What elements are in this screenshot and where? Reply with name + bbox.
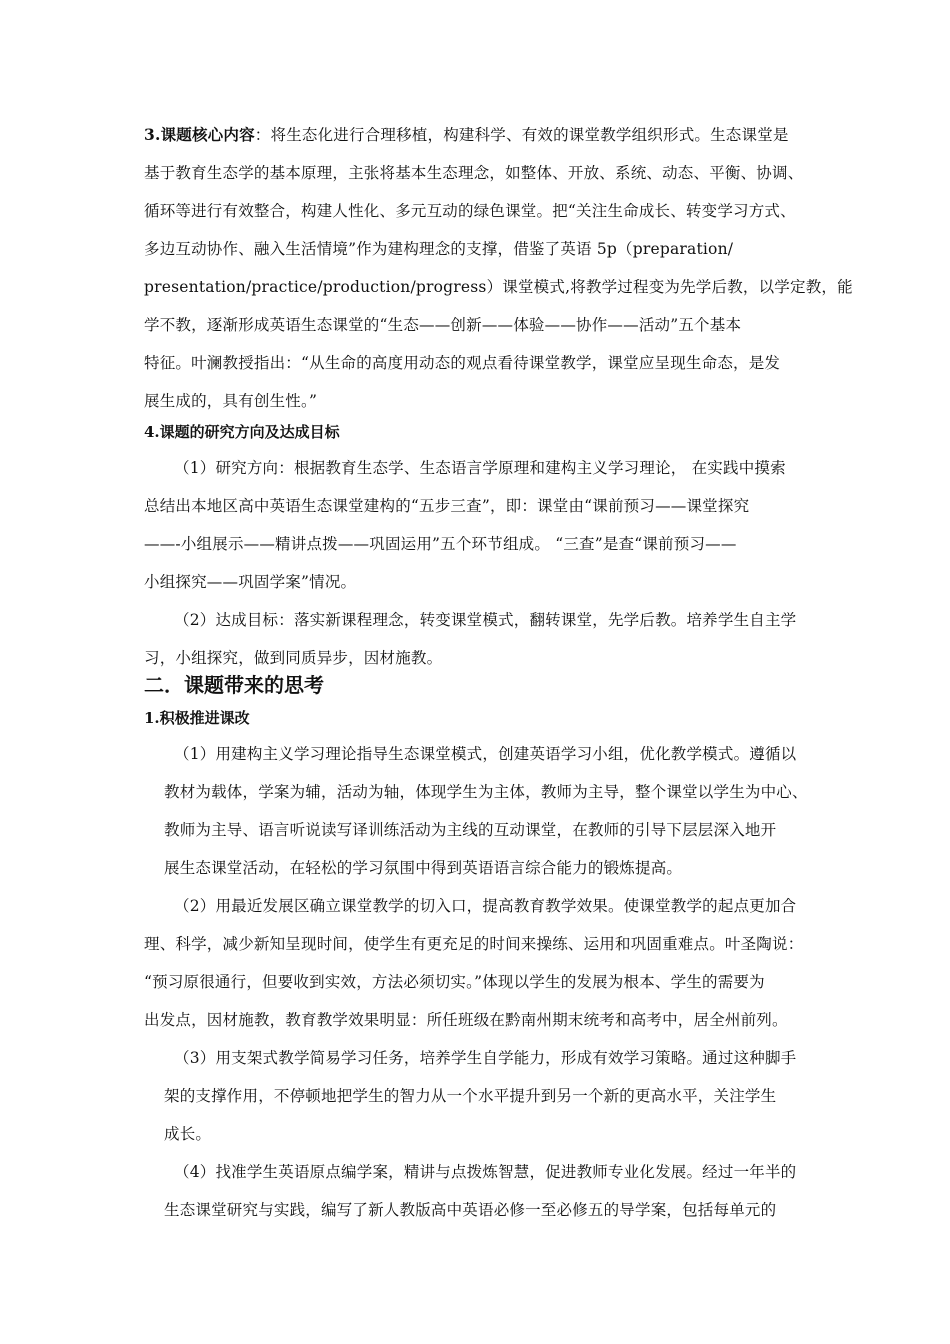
- paragraph-line: ——-小组展示——精讲点拨——巩固运用”五个环节组成。 “三查”是查“课前预习——: [144, 535, 737, 553]
- paragraph-line: 教材为载体，学案为辅，活动为轴，体现学生为主体，教师为主导，整个课堂以学生为中心、: [164, 783, 808, 801]
- paragraph-line: 特征。叶澜教授指出：“从生命的高度用动态的观点看待课堂教学，课堂应呈现生命态，是发: [144, 354, 781, 372]
- paragraph-line: 3.课题核心内容：将生态化进行合理移植，构建科学、有效的课堂教学组织形式。生态课堂是: [144, 125, 789, 144]
- section-label: 3.课题核心内容: [144, 125, 255, 144]
- paragraph-line: presentation/practice/production/progress）课堂模式,将教学过程变为先学后教，以学定教，能: [144, 278, 853, 296]
- subsection-heading: 1.积极推进课改: [144, 709, 250, 727]
- paragraph-line: “预习原很通行，但要收到实效，方法必须切实。”体现以学生的发展为根本、学生的需要为: [144, 973, 765, 991]
- paragraph-line: 架的支撑作用，不停顿地把学生的智力从一个水平提升到另一个新的更高水平，关注学生: [164, 1087, 777, 1105]
- paragraph-line: 出发点，因材施教，教育教学效果明显：所任班级在黔南州期末统考和高考中，居全州前列。: [144, 1011, 788, 1029]
- paragraph-line: （4）找准学生英语原点编学案，精讲与点拨炼智慧，促进教师专业化发展。经过一年半的: [174, 1163, 797, 1181]
- paragraph-line: （2）用最近发展区确立课堂教学的切入口，提高教育教学效果。使课堂教学的起点更加合: [174, 897, 797, 915]
- paragraph-line: 成长。: [164, 1125, 212, 1143]
- paragraph-line: 展生成的，具有创生性。”: [144, 392, 318, 410]
- paragraph-line: 学不教，逐渐形成英语生态课堂的“生态——创新——体验——协作——活动”五个基本: [144, 316, 742, 334]
- paragraph-line: 教师为主导、语言听说读写译训练活动为主线的互动课堂，在教师的引导下层层深入地开: [164, 821, 777, 839]
- paragraph-line: 生态课堂研究与实践，编写了新人教版高中英语必修一至必修五的导学案，包括每单元的: [164, 1201, 777, 1219]
- section-core-content: [144, 125, 853, 411]
- paragraph-line: 理、科学，减少新知呈现时间，使学生有更充足的时间来操练、运用和巩固重难点。叶圣陶说：: [144, 935, 804, 953]
- paragraph-line: （3）用支架式教学简易学习任务，培养学生自学能力，形成有效学习策略。通过这种脚手: [174, 1049, 797, 1067]
- paragraph-line: 展生态课堂活动，在轻松的学习氛围中得到英语语言综合能力的锻炼提高。: [164, 859, 683, 877]
- paragraph-line: 多边互动协作、融入生活情境”作为建构理念的支撑，借鉴了英语 5p（preparation/: [144, 240, 734, 258]
- paragraph-line: （2）达成目标：落实新课程理念，转变课堂模式，翻转课堂，先学后教。培养学生自主学: [174, 611, 797, 629]
- paragraph-line: 循环等进行有效整合，构建人性化、多元互动的绿色课堂。把“关注生命成长、转变学习方式、: [144, 202, 796, 220]
- part-reflections: [144, 672, 814, 1220]
- part-heading: 二．课题带来的思考: [144, 673, 324, 697]
- paragraph-line: （1）研究方向：根据教育生态学、生态语言学原理和建构主义学习理论， 在实践中摸索: [174, 459, 786, 477]
- paragraph-line: 基于教育生态学的基本原理，主张将基本生态理念，如整体、开放、系统、动态、平衡、协调、: [144, 164, 804, 182]
- paragraph-line: 总结出本地区高中英语生态课堂建构的“五步三查”，即：课堂由“课前预习——课堂探究: [144, 497, 750, 515]
- section-heading: 4.课题的研究方向及达成目标: [144, 423, 340, 441]
- section-research-direction: [144, 422, 814, 668]
- paragraph-line: 习，小组探究，做到同质异步，因材施教。: [144, 649, 443, 667]
- paragraph-line: （1）用建构主义学习理论指导生态课堂模式，创建英语学习小组，优化教学模式。遵循以: [174, 745, 797, 763]
- paragraph-line: 小组探究——巩固学案”情况。: [144, 573, 357, 591]
